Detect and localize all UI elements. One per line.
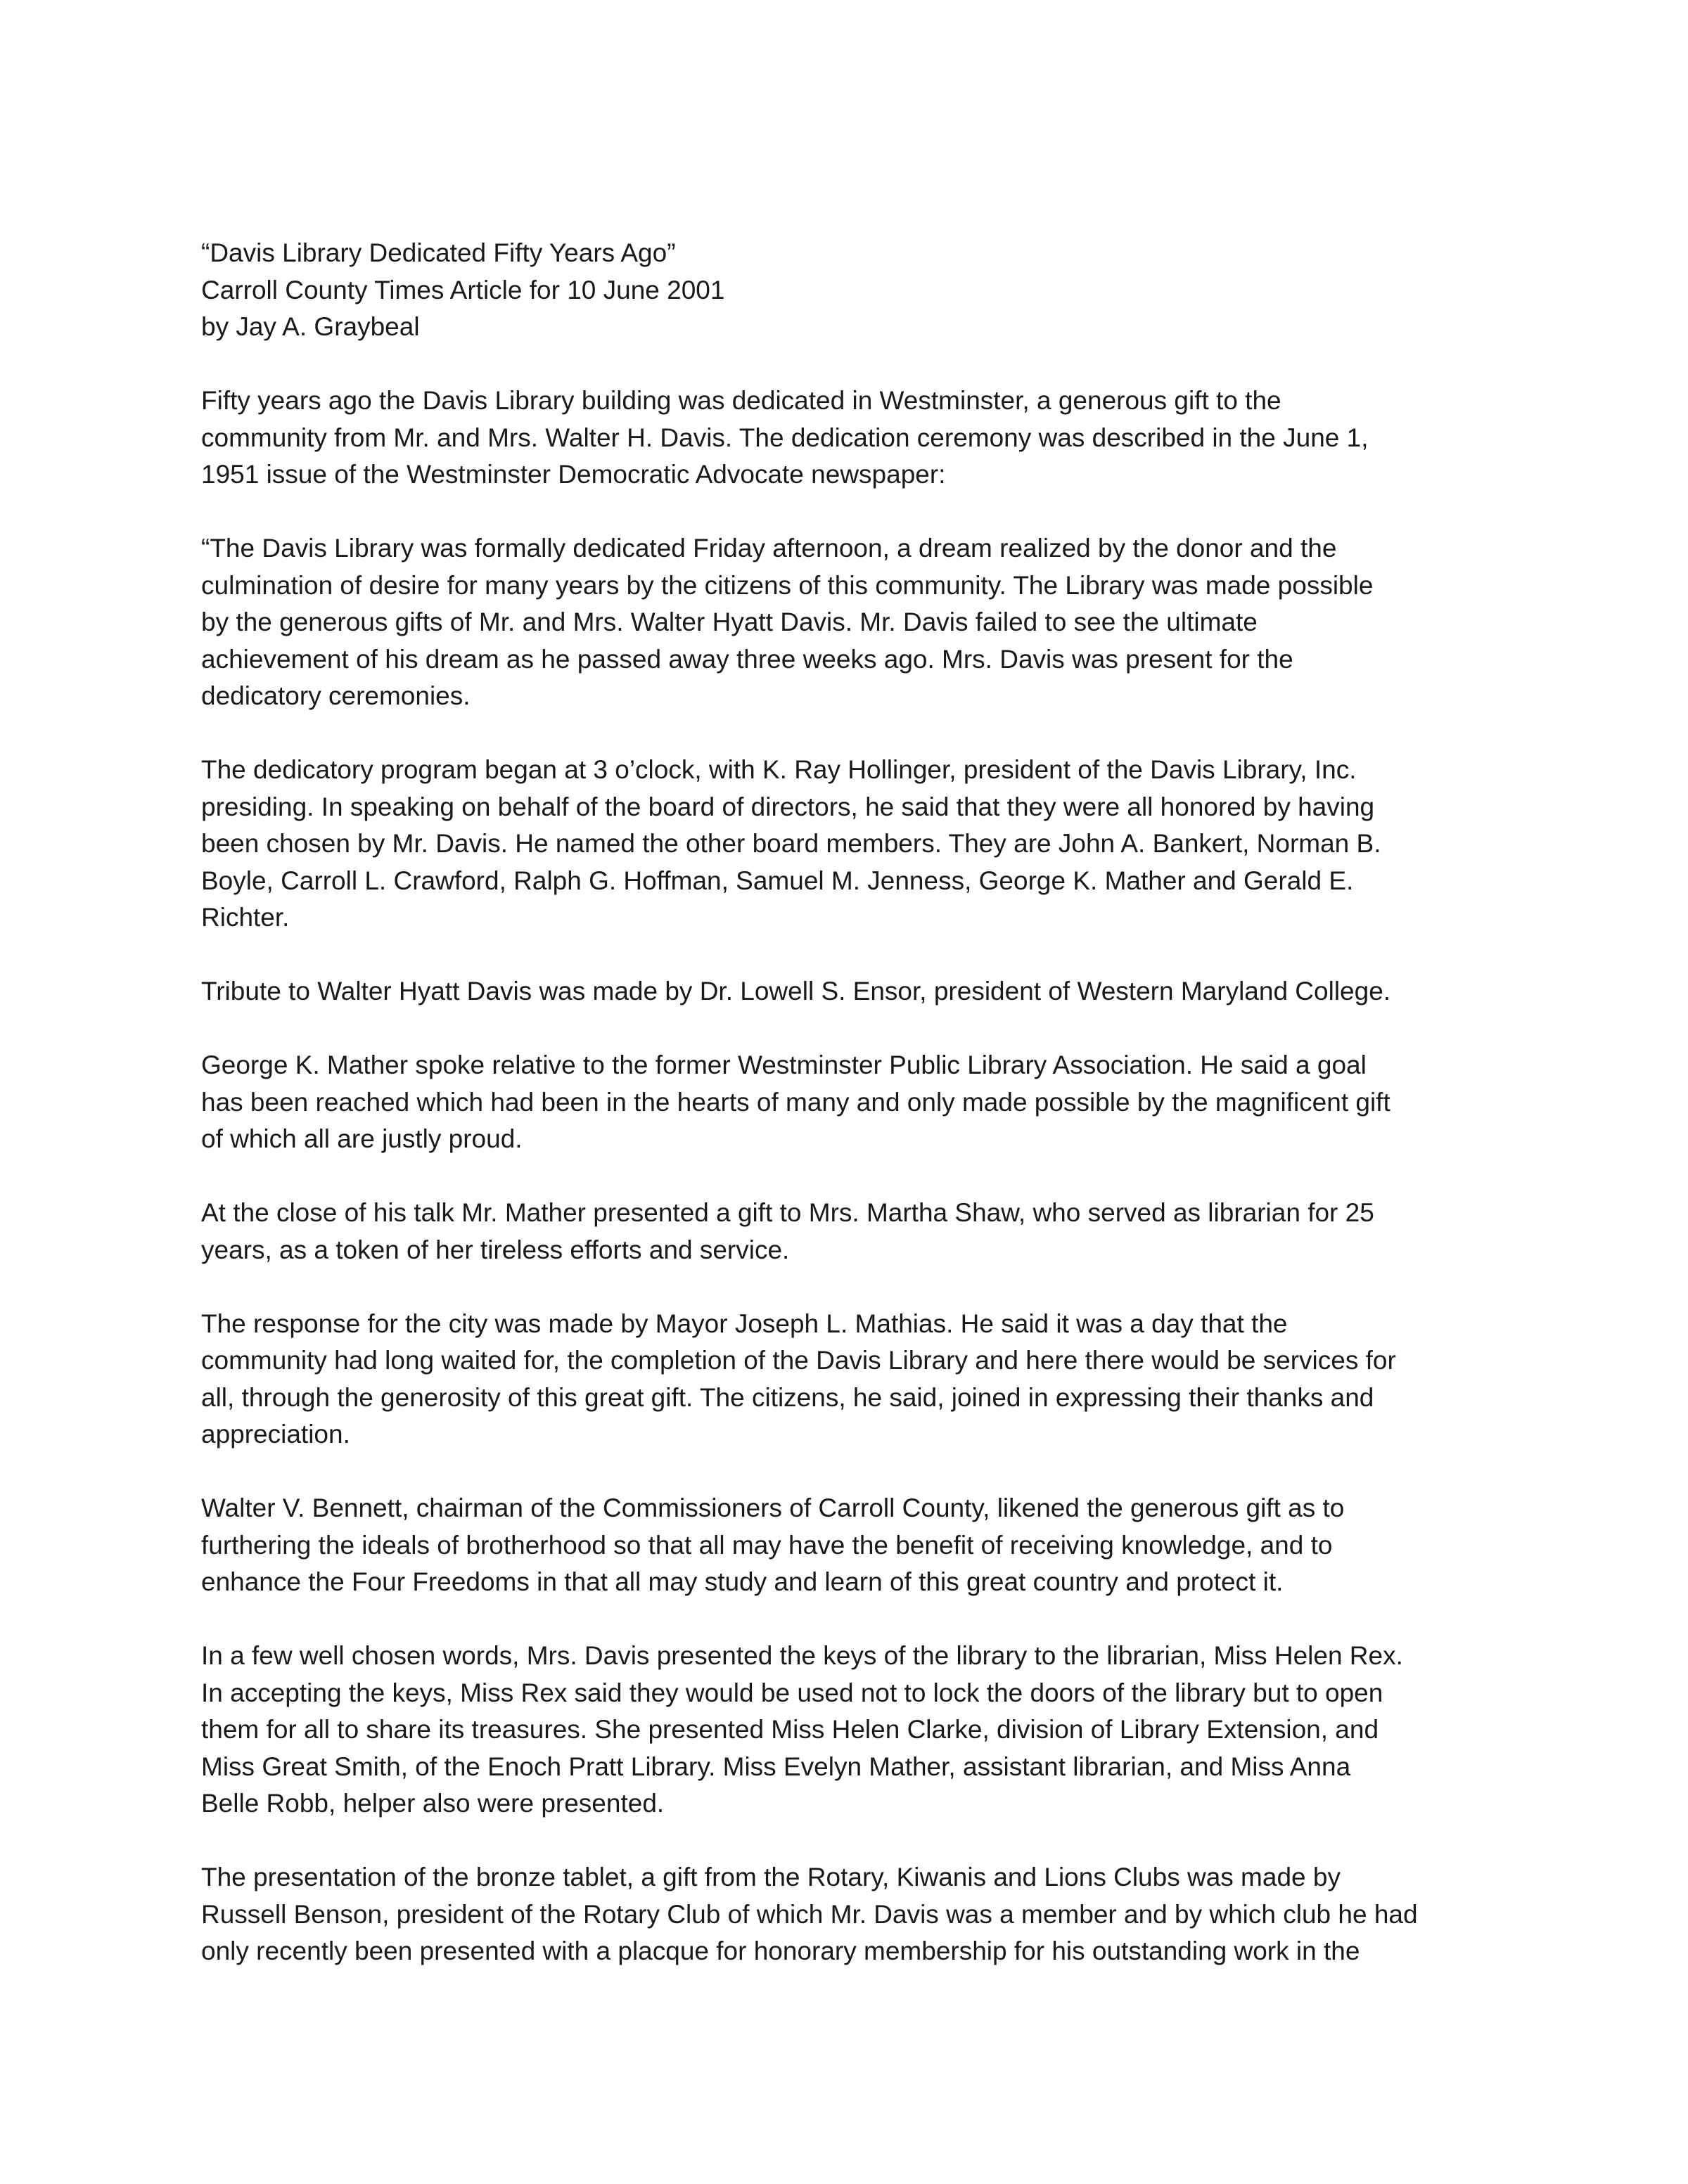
text-line: only recently been presented with a placque for honorary membership for his outstanding work in the bbox=[201, 1936, 1360, 1965]
text-line: The presentation of the bronze tablet, a gift from the Rotary, Kiwanis and Lions Clubs was made by bbox=[201, 1863, 1341, 1891]
text-line: Tribute to Walter Hyatt Davis was made by Dr. Lowell S. Ensor, president of Western Maryland College. bbox=[201, 977, 1391, 1006]
text-line: all, through the generosity of this great gift. The citizens, he said, joined in expressing their thanks and bbox=[201, 1382, 1374, 1412]
paragraph-spacer bbox=[201, 1823, 1537, 1860]
paragraph bbox=[201, 752, 1537, 937]
paragraph bbox=[201, 973, 1537, 1010]
text-line: At the close of his talk Mr. Mather presented a gift to Mrs. Martha Shaw, who served as librarian for 25 bbox=[201, 1198, 1374, 1227]
paragraph-spacer bbox=[201, 715, 1537, 752]
text-line: Walter V. Bennett, chairman of the Commissioners of Carroll County, likened the generous gift as to bbox=[201, 1494, 1345, 1522]
text-line: Fifty years ago the Davis Library building was dedicated in Westminster, a generous gift to the bbox=[201, 386, 1281, 415]
text-line: by the generous gifts of Mr. and Mrs. Walter Hyatt Davis. Mr. Davis failed to see the ultimate bbox=[201, 608, 1258, 636]
text-line: Miss Great Smith, of the Enoch Pratt Library. Miss Evelyn Mather, assistant librarian, and Miss Anna bbox=[201, 1752, 1351, 1781]
paragraph-spacer bbox=[201, 937, 1537, 974]
paragraph-spacer bbox=[201, 1601, 1537, 1638]
text-line: Russell Benson, president of the Rotary Club of which Mr. Davis was a member and by which club he had bbox=[201, 1899, 1418, 1929]
text-line: In a few well chosen words, Mrs. Davis presented the keys of the library to the librarian, Miss Helen Rex. bbox=[201, 1641, 1403, 1670]
paragraph bbox=[201, 383, 1537, 494]
article-title: “Davis Library Dedicated Fifty Years Ago” bbox=[201, 238, 676, 267]
paragraph bbox=[201, 1306, 1537, 1453]
text-line: years, as a token of her tireless efforts and service. bbox=[201, 1235, 790, 1264]
paragraph-spacer bbox=[201, 1453, 1537, 1491]
paragraph bbox=[201, 1490, 1537, 1601]
article-body bbox=[201, 346, 1537, 1970]
text-line: achievement of his dream as he passed away three weeks ago. Mrs. Davis was present for the bbox=[201, 644, 1293, 674]
text-line: dedicatory ceremonies. bbox=[201, 681, 471, 710]
text-line: community had long waited for, the completion of the Davis Library and here there would be services for bbox=[201, 1346, 1396, 1375]
document-page bbox=[201, 235, 1537, 1970]
paragraph-spacer bbox=[201, 1268, 1537, 1306]
text-line: Richter. bbox=[201, 903, 290, 932]
text-line: enhance the Four Freedoms in that all may study and learn of this great country and protect it. bbox=[201, 1567, 1284, 1596]
text-line: The response for the city was made by Mayor Joseph L. Mathias. He said it was a day that the bbox=[201, 1309, 1288, 1338]
paragraph bbox=[201, 1638, 1537, 1823]
text-line: Boyle, Carroll L. Crawford, Ralph G. Hoffman, Samuel M. Jenness, George K. Mather and Gerald E. bbox=[201, 866, 1354, 895]
text-line: appreciation. bbox=[201, 1420, 350, 1448]
byline: by Jay A. Graybeal bbox=[201, 312, 420, 341]
paragraph-spacer bbox=[201, 1158, 1537, 1195]
paragraph-spacer bbox=[201, 1010, 1537, 1048]
paragraph-spacer bbox=[201, 346, 1537, 383]
text-line: In accepting the keys, Miss Rex said they would be used not to lock the doors of the library but to open bbox=[201, 1678, 1383, 1707]
paragraph bbox=[201, 1859, 1537, 1970]
paragraph-spacer bbox=[201, 494, 1537, 531]
text-line: presiding. In speaking on behalf of the board of directors, he said that they were all honored by having bbox=[201, 792, 1375, 821]
article-header bbox=[201, 235, 1537, 346]
text-line: community from Mr. and Mrs. Walter H. Davis. The dedication ceremony was described in the June 1, bbox=[201, 423, 1369, 452]
publication-line: Carroll County Times Article for 10 June 2001 bbox=[201, 275, 725, 304]
text-line: The dedicatory program began at 3 o’clock, with K. Ray Hollinger, president of the Davis Library, Inc. bbox=[201, 755, 1357, 784]
text-line: of which all are justly proud. bbox=[201, 1124, 523, 1153]
text-line: Belle Robb, helper also were presented. bbox=[201, 1789, 665, 1818]
paragraph bbox=[201, 530, 1537, 715]
paragraph bbox=[201, 1195, 1537, 1268]
text-line: has been reached which had been in the hearts of many and only made possible by the magnificent gift bbox=[201, 1087, 1390, 1117]
text-line: them for all to share its treasures. She presented Miss Helen Clarke, division of Library Extension, and bbox=[201, 1715, 1379, 1744]
text-line: been chosen by Mr. Davis. He named the other board members. They are John A. Bankert, Norman B. bbox=[201, 829, 1381, 858]
text-line: furthering the ideals of brotherhood so that all may have the benefit of receiving knowledge, and to bbox=[201, 1530, 1333, 1560]
text-line: George K. Mather spoke relative to the former Westminster Public Library Association. He said a goal bbox=[201, 1051, 1367, 1079]
paragraph bbox=[201, 1047, 1537, 1158]
text-line: “The Davis Library was formally dedicated Friday afternoon, a dream realized by the donor and the bbox=[201, 534, 1337, 563]
text-line: culmination of desire for many years by the citizens of this community. The Library was made possible bbox=[201, 570, 1374, 600]
text-line: 1951 issue of the Westminster Democratic Advocate newspaper: bbox=[201, 460, 946, 489]
